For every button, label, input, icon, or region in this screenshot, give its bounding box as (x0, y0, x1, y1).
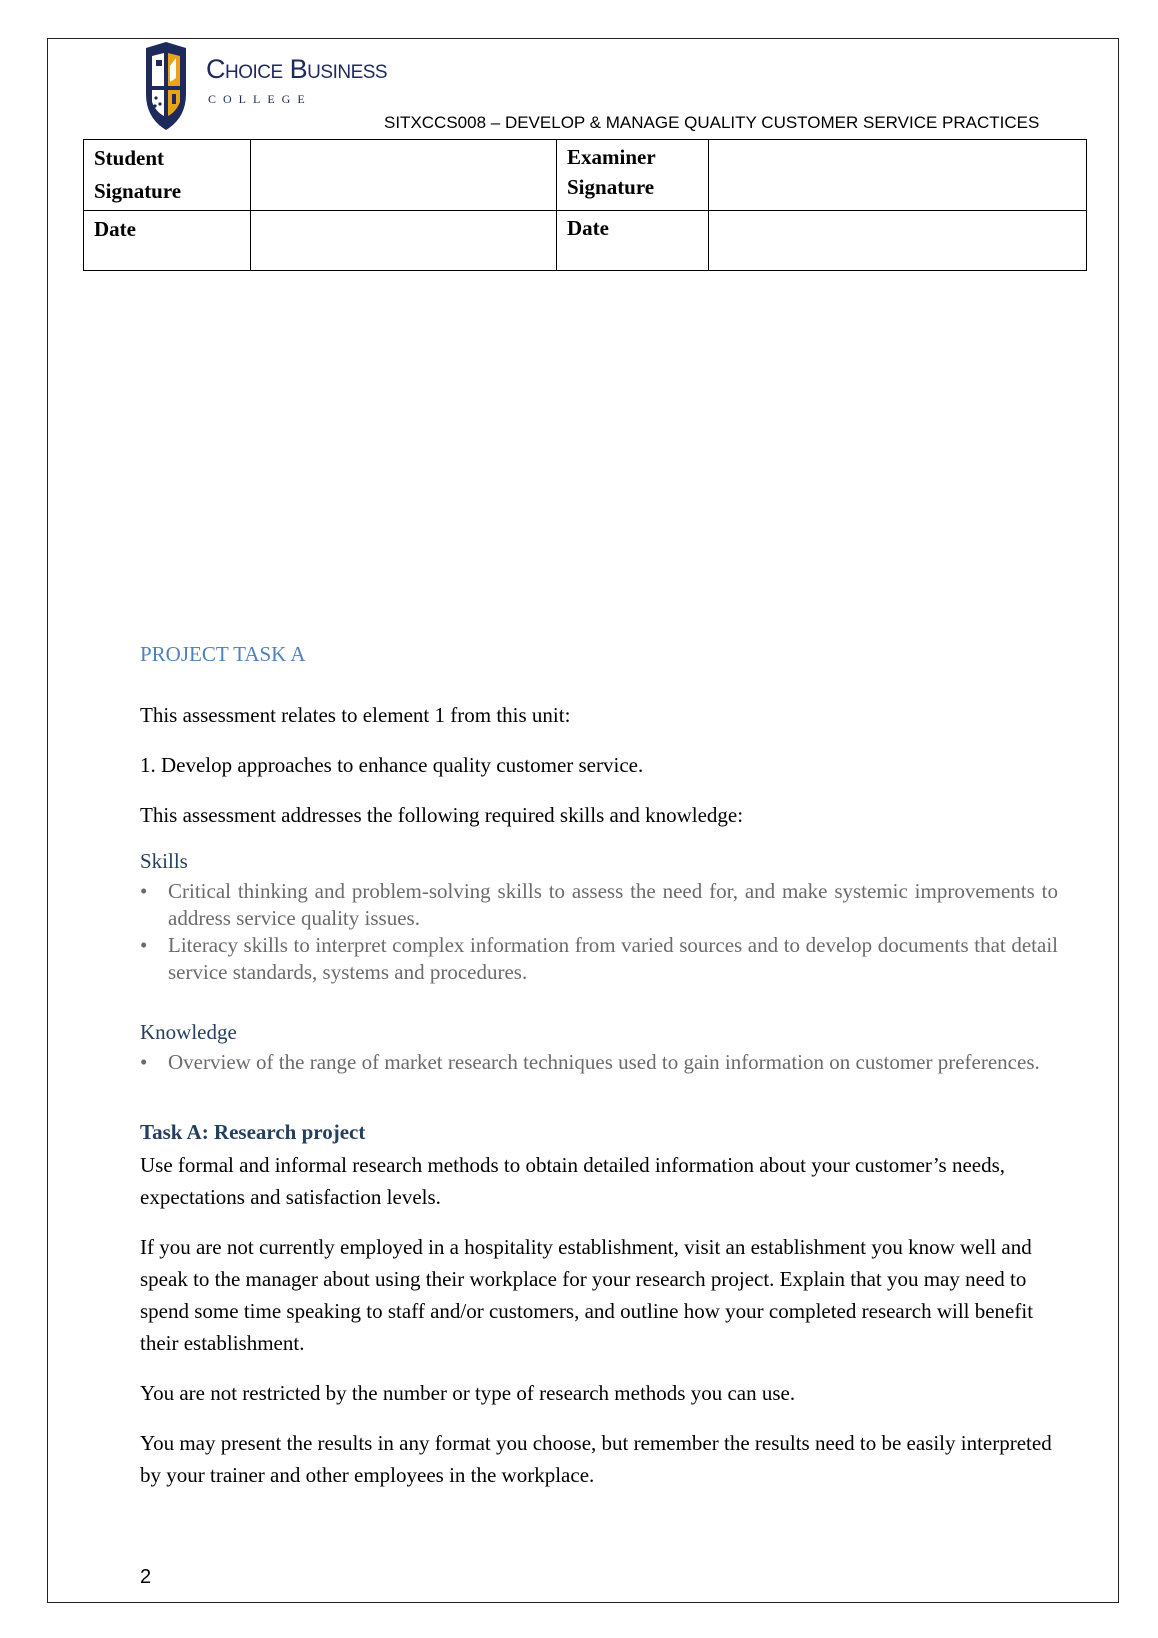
addresses-text: This assessment addresses the following required skills and knowledge: (140, 803, 744, 827)
examiner-date-field[interactable] (709, 211, 1087, 271)
logo-name: Choice Business (206, 54, 388, 84)
task-paragraph: You are not restricted by the number or type of research methods you can use. (140, 1381, 796, 1405)
page-number: 2 (140, 1566, 152, 1588)
skills-item: • Critical thinking and problem-solving skills to assess the need for, and make systemic improvements to address service quality issues. (140, 878, 1058, 932)
knowledge-item: • Overview of the range of market research techniques used to gain information on customer preferences. (140, 1049, 1058, 1076)
task-paragraph: You may present the results in any format you choose, but remember the results need to be easily interpreted by your trainer and other employees in the workplace. (140, 1431, 1052, 1487)
student-date-field[interactable] (251, 211, 557, 271)
intro-text: This assessment relates to element 1 from this unit: (140, 703, 571, 727)
student-signature-field[interactable] (251, 140, 557, 211)
unit-title: SITXCCS008 – DEVELOP & MANAGE QUALITY CUSTOMER SERVICE PRACTICES (384, 113, 1040, 132)
signature-row (84, 140, 1087, 211)
student-signature-label: Student Signature (84, 140, 251, 211)
main-content (140, 642, 1058, 1509)
examiner-signature-field[interactable] (709, 140, 1087, 211)
signature-table (83, 139, 1087, 271)
skills-heading: Skills (140, 849, 188, 873)
student-date-label: Date (84, 211, 251, 271)
project-task-heading: PROJECT TASK A (140, 642, 306, 666)
skills-list (140, 878, 1058, 986)
college-logo (142, 42, 402, 132)
date-row (84, 211, 1087, 271)
element-text: 1. Develop approaches to enhance quality customer service. (140, 753, 644, 777)
task-paragraph: If you are not currently employed in a hospitality establishment, visit an establishment you know well and speak to the manager about using their workplace for your research project. Explain that you may need to spend some time speaking to staff and/or customers, and outline how your completed research will benefit their establishment. (140, 1235, 1034, 1355)
knowledge-list (140, 1049, 1058, 1076)
shield-crest-icon (142, 42, 190, 130)
logo-sub: COLLEGE (208, 92, 312, 106)
examiner-signature-label: Examiner Signature (557, 140, 709, 211)
skills-item: • Literacy skills to interpret complex information from varied sources and to develop documents that detail service standards, systems and procedures. (140, 932, 1058, 986)
task-a-heading: Task A: Research project (140, 1120, 366, 1144)
task-paragraph: Use formal and informal research methods to obtain detailed information about your customer’s needs, expectations and satisfaction levels. (140, 1153, 1006, 1209)
knowledge-heading: Knowledge (140, 1020, 237, 1044)
examiner-date-label: Date (557, 211, 709, 271)
